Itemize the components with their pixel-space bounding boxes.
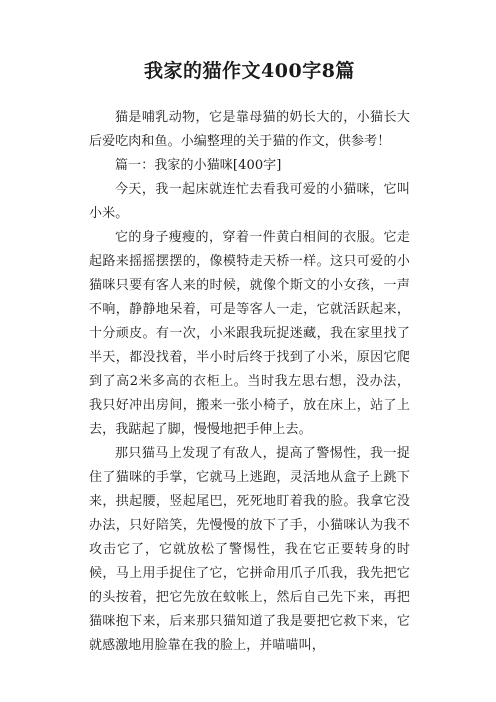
body-paragraph: 它的身子瘦瘦的，穿着一件黄白相间的衣服。它走起路来摇摇摆摆的，像模特走天桥一样。这只可爱的小猫咪只要有客人来的时候，就像个斯文的小女孩，一声不响，静静地呆着，可是等客人一走，它就活跃起来，十分顽皮。有一次，小米跟我玩捉迷藏，我在家里找了半天，都没找着，半小时后终于找到了小米，原因它爬到了高2米多高的衣柜上。当时我左思右想，没办法，我只好冲出房间，搬来一张小椅子，放在床上，站了上去，我踮起了脚，慢慢地把手伸上去。 bbox=[89, 230, 410, 437]
body-paragraph: 那只猫马上发现了有敌人，提高了警惕性，我一捉住了猫咪的手掌，它就马上逃跑，灵活地从盒子上跳下来，拱起腰，竖起尾巴，死死地盯着我的脸。我拿它没办法，只好陪笑，先慢慢的放下了手，小猫咪认为我不攻击它了，它就放松了警惕性，我在它正要转身的时候，马上用手捉住了它，它拼命用爪子爪我，我先把它的头按着，把它先放在蚊帐上，然后自己先下来，再把猫咪抱下来，后来那只猫知道了我是要把它救下来，它就感激地用脸靠在我的脸上，并喵喵叫， bbox=[89, 446, 410, 653]
section-heading: 篇一：我家的小猫咪[400字] bbox=[115, 158, 282, 173]
document-title: 我家的猫作文400字8篇 bbox=[144, 60, 355, 82]
document-body bbox=[89, 106, 410, 658]
body-paragraph: 今天，我一起床就连忙去看我可爱的小猫咪，它叫小米。 bbox=[89, 182, 410, 221]
intro-paragraph: 猫是哺乳动物，它是靠母猫的奶长大的，小猫长大后爱吃肉和鱼。小编整理的关于猫的作文，供参考！ bbox=[89, 110, 410, 149]
